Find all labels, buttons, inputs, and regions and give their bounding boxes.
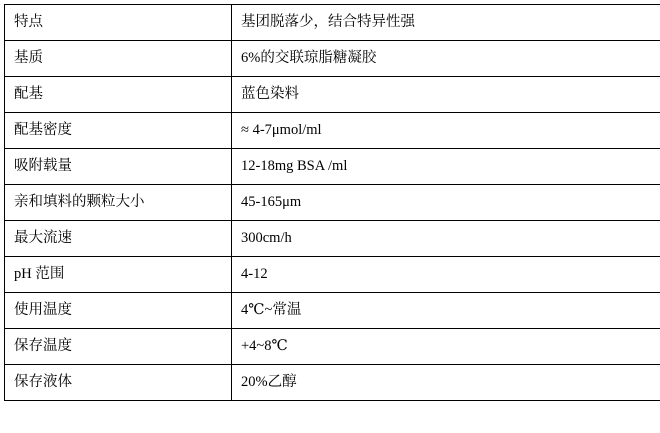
table-row	[5, 221, 660, 257]
row-value: ≈ 4-7μmol/ml	[232, 113, 660, 149]
table-row	[5, 77, 660, 113]
table-row	[5, 365, 660, 401]
document-page	[0, 4, 660, 433]
table-row	[5, 41, 660, 77]
row-label: 最大流速	[5, 221, 232, 257]
row-label: 基质	[5, 41, 232, 77]
row-label: 配基密度	[5, 113, 232, 149]
table-row	[5, 293, 660, 329]
table-row	[5, 113, 660, 149]
row-value: 45-165μm	[232, 185, 660, 221]
table-row	[5, 5, 660, 41]
row-label: 亲和填料的颗粒大小	[5, 185, 232, 221]
table-row	[5, 149, 660, 185]
row-value: +4~8℃	[232, 329, 660, 365]
specification-table	[4, 4, 660, 401]
row-value: 基团脱落少，结合特异性强	[232, 5, 660, 41]
table-row	[5, 185, 660, 221]
row-label: 保存液体	[5, 365, 232, 401]
table-row	[5, 329, 660, 365]
row-value: 20%乙醇	[232, 365, 660, 401]
row-value: 4℃~常温	[232, 293, 660, 329]
row-value: 12-18mg BSA /ml	[232, 149, 660, 185]
row-label: 使用温度	[5, 293, 232, 329]
row-label: pH 范围	[5, 257, 232, 293]
table-body	[5, 5, 660, 401]
row-label: 吸附载量	[5, 149, 232, 185]
row-value: 4-12	[232, 257, 660, 293]
row-label: 特点	[5, 5, 232, 41]
row-value: 6%的交联琼脂糖凝胶	[232, 41, 660, 77]
row-value: 300cm/h	[232, 221, 660, 257]
table-row	[5, 257, 660, 293]
row-label: 配基	[5, 77, 232, 113]
row-label: 保存温度	[5, 329, 232, 365]
row-value: 蓝色染料	[232, 77, 660, 113]
